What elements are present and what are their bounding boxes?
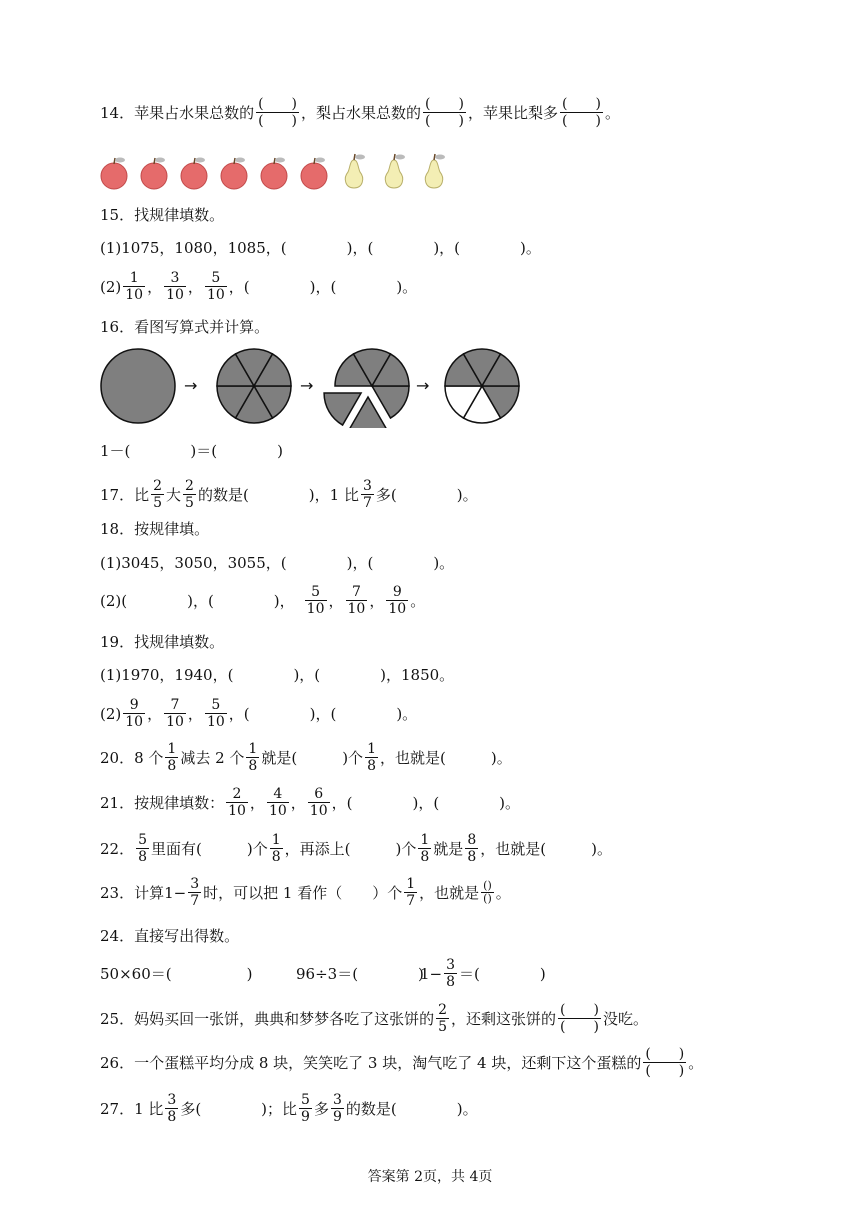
q24-line	[100, 957, 546, 990]
q27-d: 的数是( )。	[345, 1100, 478, 1118]
q24-expr-2: 96÷3＝( )	[296, 965, 424, 983]
arrow-icon: →	[416, 376, 430, 395]
q16-title: 16．看图写算式并计算。	[100, 318, 270, 336]
q25-b: ，还剩这张饼的	[451, 1010, 557, 1028]
arrow-icon: →	[300, 376, 314, 395]
q24-title: 24．直接写出得数。	[100, 927, 240, 945]
q20-line	[100, 741, 512, 774]
fraction: $\frac{3}{8}$	[167, 1092, 177, 1125]
fraction: $\frac{5}{10}$	[206, 697, 225, 730]
q19-line2	[100, 697, 417, 730]
fraction: $\frac{5}{10}$	[206, 270, 225, 303]
q23-line	[100, 876, 511, 909]
sep: ，	[369, 592, 385, 610]
fraction: $\frac{3}{8}$	[446, 957, 456, 990]
sep: ，	[187, 705, 203, 723]
sep: ，	[147, 705, 163, 723]
q24-expr-1: 50×60＝( )	[100, 965, 253, 983]
fraction: $\frac{5}{9}$	[301, 1092, 310, 1125]
fraction: $\frac{4}{10}$	[268, 786, 287, 819]
q15-line1: (1)1075，1080，1085，( )，( )，( )。	[100, 239, 541, 257]
sep: ，	[147, 278, 163, 296]
q15-line2	[100, 270, 417, 303]
fruit-illustration	[96, 152, 456, 192]
q14-blank-frac-2[interactable]: $\frac{( )}{( )}$	[425, 96, 464, 129]
fraction: $\frac{2}{5}$	[153, 478, 163, 511]
q17-a: 17．比	[100, 486, 150, 504]
q14-blank-frac-1[interactable]: $\frac{( )}{( )}$	[258, 96, 298, 129]
pear-icon	[385, 154, 405, 188]
q19-prefix: (2)	[100, 704, 122, 723]
q23-e: 。	[495, 884, 511, 902]
q15-tail: ，( )，( )。	[228, 278, 418, 296]
fraction: $\frac{8}{8}$	[467, 832, 477, 865]
sep: ，	[187, 278, 203, 296]
q26-blank-frac[interactable]: $\frac{( )}{( )}$	[645, 1046, 685, 1079]
q25-line	[100, 1002, 648, 1035]
q25-c: 没吃。	[602, 1010, 648, 1028]
q20-a: 20．8 个	[100, 749, 164, 767]
q26-a: 26．一个蛋糕平均分成 8 块，笑笑吃了 3 块，淘气吃了 4 块，还剩下这个蛋糕的	[100, 1054, 642, 1072]
sep: ，	[249, 794, 265, 812]
fraction: $\frac{1}{8}$	[420, 832, 430, 865]
apple-icon	[221, 158, 247, 190]
q27-line	[100, 1092, 478, 1125]
q25-a: 25．妈妈买回一张饼，典典和梦梦各吃了这张饼的	[100, 1010, 435, 1028]
q26-c: 。	[688, 1054, 704, 1072]
fraction: $\frac{3}{7}$	[190, 876, 200, 909]
q22-line	[100, 832, 612, 865]
fraction: $\frac{1}{10}$	[125, 270, 144, 303]
q22-d: 就是	[433, 840, 464, 858]
q27-c: 多	[313, 1100, 329, 1118]
apple-icon	[301, 158, 327, 190]
q24-expr-3a: 1−	[420, 964, 443, 983]
q18-title: 18．按规律填。	[100, 520, 210, 538]
q16-formula: 1－( )＝( )	[100, 442, 283, 460]
q15-title: 15．找规律填数。	[100, 206, 225, 224]
arrow-icon: →	[184, 376, 198, 395]
sep: ，	[328, 592, 344, 610]
fraction: $\frac{1}{8}$	[167, 741, 177, 774]
q18-line1: (1)3045，3050，3055，( )，( )。	[100, 554, 455, 572]
sixths-circle	[217, 349, 291, 423]
fraction: $\frac{1}{7}$	[406, 876, 416, 909]
q18-line2	[100, 584, 425, 617]
q14-line	[100, 96, 620, 129]
q14-text-2: ，梨占水果总数的	[301, 104, 422, 122]
q23-blank-frac[interactable]: $\frac{()}{()}$	[483, 879, 492, 905]
fraction: $\frac{5}{8}$	[138, 832, 148, 865]
q14-blank-frac-3[interactable]: $\frac{( )}{( )}$	[562, 96, 601, 129]
q26-line	[100, 1046, 703, 1079]
q23-c: ，也就是	[419, 884, 480, 902]
fraction: $\frac{9}{10}$	[125, 697, 144, 730]
q24-expr-3b: ＝( )	[459, 965, 546, 983]
q18-prefix: (2)( )，( )，	[100, 592, 295, 610]
whole-circle	[101, 349, 175, 423]
fraction: $\frac{9}{10}$	[388, 584, 407, 617]
pear-icon	[425, 154, 445, 188]
q21-tail: ，( )，( )。	[331, 794, 521, 812]
q16-circles-figure	[96, 344, 526, 428]
q23-a: 23．计算1−	[100, 884, 187, 902]
q14-text-3: ，苹果比梨多	[467, 104, 558, 122]
q19-line1: (1)1970，1940，( )，( )，1850。	[100, 666, 455, 684]
fraction: $\frac{7}{10}$	[166, 697, 184, 730]
fraction: $\frac{1}{8}$	[271, 832, 281, 865]
pulled-circle	[324, 349, 409, 428]
q15-prefix: (2)	[100, 277, 122, 296]
pear-icon	[345, 154, 365, 188]
fraction: $\frac{3}{9}$	[332, 1092, 342, 1125]
fraction: $\frac{1}{8}$	[367, 741, 376, 774]
q22-a: 22．	[100, 840, 135, 858]
q20-c: 就是( )个	[261, 749, 364, 767]
q20-d: ，也就是( )。	[379, 749, 512, 767]
q23-b: 时，可以把 1 看作（ ）个	[203, 884, 403, 902]
q21-a: 21．按规律填数：	[100, 794, 225, 812]
q17-b: 大	[166, 486, 182, 504]
q18-end: 。	[410, 592, 426, 610]
q14-end: 。	[604, 104, 620, 122]
fraction: $\frac{2}{5}$	[438, 1002, 448, 1035]
fraction: $\frac{2}{5}$	[185, 478, 194, 511]
fraction: $\frac{5}{10}$	[306, 584, 325, 617]
apple-icon	[101, 158, 127, 190]
q17-line	[100, 478, 478, 511]
q22-e: ，也就是( )。	[480, 840, 612, 858]
sep: ，	[290, 794, 306, 812]
remaining-circle	[445, 349, 519, 423]
q17-c: 的数是( )，1 比	[197, 486, 359, 504]
q27-a: 27．1 比	[100, 1100, 164, 1118]
apple-icon	[141, 158, 167, 190]
page-footer: 答案第 2页，共 4页	[367, 1169, 493, 1185]
q22-c: ，再添上( )个	[284, 840, 417, 858]
q19-tail: ，( )，( )。	[228, 705, 418, 723]
q27-b: 多( )；比	[180, 1100, 298, 1118]
q17-d: 多( )。	[375, 486, 478, 504]
apple-icon	[181, 158, 207, 190]
fraction: $\frac{3}{7}$	[362, 478, 372, 511]
apple-icon	[261, 158, 287, 190]
fraction: $\frac{7}{10}$	[347, 584, 366, 617]
fraction: $\frac{2}{10}$	[228, 786, 246, 819]
fraction: $\frac{3}{10}$	[166, 270, 184, 303]
fraction: $\frac{6}{10}$	[309, 786, 328, 819]
q19-title: 19．找规律填数。	[100, 633, 225, 651]
q21-line	[100, 786, 520, 819]
q22-b: 里面有( )个	[151, 840, 268, 858]
q14-text: 14．苹果占水果总数的	[100, 104, 255, 122]
fraction: $\frac{1}{8}$	[248, 741, 258, 774]
q25-blank-frac[interactable]: $\frac{( )}{( )}$	[560, 1002, 599, 1035]
q20-b: 减去 2 个	[180, 749, 245, 767]
